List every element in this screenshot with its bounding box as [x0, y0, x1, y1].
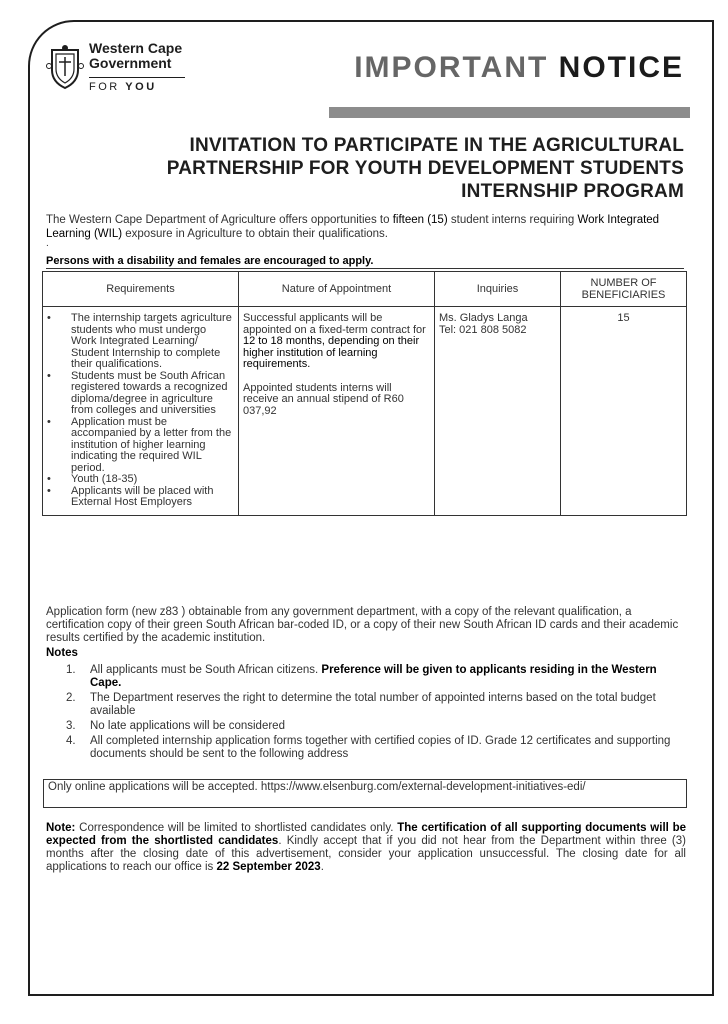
header-requirements: Requirements	[43, 272, 239, 307]
disability-underline	[46, 268, 684, 269]
beneficiaries-value: 15	[617, 312, 630, 324]
list-item	[46, 735, 686, 761]
note-number: 1.	[66, 664, 76, 676]
list-item: • Youth (18-35)	[47, 474, 234, 486]
note-text: No late applications will be considered	[90, 720, 285, 732]
closing-text-2: . Kindly accept that if you did not hear from the Department within three (3) months after the closing date of this advertisement, consider your application unsuccessful. The closing date for all applications to reach our office is	[46, 835, 686, 873]
list-item: • Students must be South African registered towards a recognized diploma/degree in agriculture from colleges and universities	[47, 371, 234, 417]
nature-cell	[239, 307, 435, 516]
closing-date: 22 September 2023	[216, 861, 321, 873]
coat-of-arms-icon	[46, 44, 84, 90]
intro-highlight-wil: Work Integrated Learning (WIL)	[46, 214, 660, 240]
title-line2: PARTNERSHIP FOR YOUTH DEVELOPMENT STUDENTS	[166, 158, 684, 179]
nature-paragraph-2: Appointed students interns will receive an annual stipend of R60 037,92	[243, 381, 404, 417]
org-line1: Western Cape	[89, 40, 183, 56]
notes-heading: Notes	[46, 647, 78, 659]
note-label: Note:	[46, 822, 76, 834]
note-number: 4.	[66, 735, 76, 747]
intro-text-1: The Western Cape Department of Agriculture offers opportunities to	[46, 214, 390, 226]
org-name	[89, 41, 182, 71]
closing-text-1: Correspondence will be limited to shortlisted candidates only.	[79, 822, 394, 834]
header-nature: Nature of Appointment	[239, 272, 435, 307]
tagline	[89, 81, 157, 93]
list-item	[46, 720, 686, 733]
inquiries-cell	[435, 307, 561, 516]
inquiries-name: Ms. Gladys Langa	[439, 312, 528, 324]
tagline-for: FOR	[89, 81, 120, 93]
note-number: 3.	[66, 720, 76, 732]
disability-notice: Persons with a disability and females are encouraged to apply.	[46, 255, 374, 267]
intro-text-2: student interns requiring	[450, 214, 575, 226]
notes-list	[46, 664, 686, 763]
requirements-table	[42, 271, 687, 516]
online-applications-box[interactable]	[43, 779, 687, 808]
list-item: • The internship targets agriculture students who must undergo Work Integrated Learning/ Student Internship to complete their qualifications.	[47, 313, 234, 371]
header-inquiries: Inquiries	[435, 272, 561, 307]
intro-highlight-count: fifteen (15)	[392, 214, 448, 226]
notice-title	[354, 51, 684, 85]
requirements-cell	[43, 307, 239, 516]
nature-paragraph-1	[243, 313, 430, 371]
intro-paragraph	[46, 213, 688, 241]
note-text: All applicants must be South African citizens.	[90, 664, 319, 676]
beneficiaries-cell	[561, 307, 687, 516]
page-title	[50, 134, 684, 203]
intro-text-3: exposure in Agriculture to obtain their qualifications.	[125, 228, 389, 240]
nature-text: Successful applicants will be appointed on a fixed-term contract for	[243, 312, 426, 336]
inquiries-tel: Tel: 021 808 5082	[439, 323, 527, 336]
org-divider	[89, 77, 185, 78]
notice-word2: NOTICE	[558, 51, 684, 84]
requirements-list	[47, 313, 234, 509]
title-line3: INTERNSHIP PROGRAM	[461, 181, 684, 202]
intro-dot: .	[46, 238, 49, 249]
list-item: • Application must be accompanied by a letter from the institution of higher learning indicating the required WIL period.	[47, 417, 234, 475]
application-form-text: Application form (new z83 ) obtainable from any government department, with a copy of the relevant qualification, a certification copy of their green South African bar-coded ID, or a copy of their new South African ID cards and their academic results certified by the academic institution.	[46, 606, 679, 644]
table-row	[43, 307, 687, 516]
title-line1: INVITATION TO PARTICIPATE IN THE AGRICULTURAL	[189, 135, 684, 156]
notice-word1: IMPORTANT	[354, 51, 549, 84]
note-number: 2.	[66, 692, 76, 704]
online-applications-link[interactable]: Only online applications will be accepted. https://www.elsenburg.com/external-development-initiatives-edi/	[48, 781, 586, 793]
note-text: All completed internship application forms together with certified copies of ID. Grade 12 certificates and supporting documents should be sent to the following address	[90, 735, 671, 760]
header-bar	[329, 107, 690, 118]
nature-duration: 12 to 18 months, depending on their higher institution of learning requirements.	[243, 335, 420, 370]
org-line2: Government	[89, 55, 172, 71]
table-header-row	[43, 272, 687, 307]
note-text: The Department reserves the right to determine the total number of appointed interns based on the total budget available	[90, 692, 656, 717]
list-item: • Applicants will be placed with External Host Employers	[47, 486, 234, 509]
closing-end: .	[320, 861, 324, 873]
note-bold: Preference will be given to applicants residing in the Western Cape.	[90, 664, 657, 689]
closing-note	[46, 822, 686, 874]
header-beneficiaries: NUMBER OF BENEFICIARIES	[561, 272, 687, 307]
tagline-you: YOU	[125, 81, 157, 93]
list-item	[46, 692, 686, 718]
closing-bold: The certification of all supporting documents will be expected from the shortlisted candidates	[46, 822, 686, 847]
list-item	[46, 664, 686, 690]
